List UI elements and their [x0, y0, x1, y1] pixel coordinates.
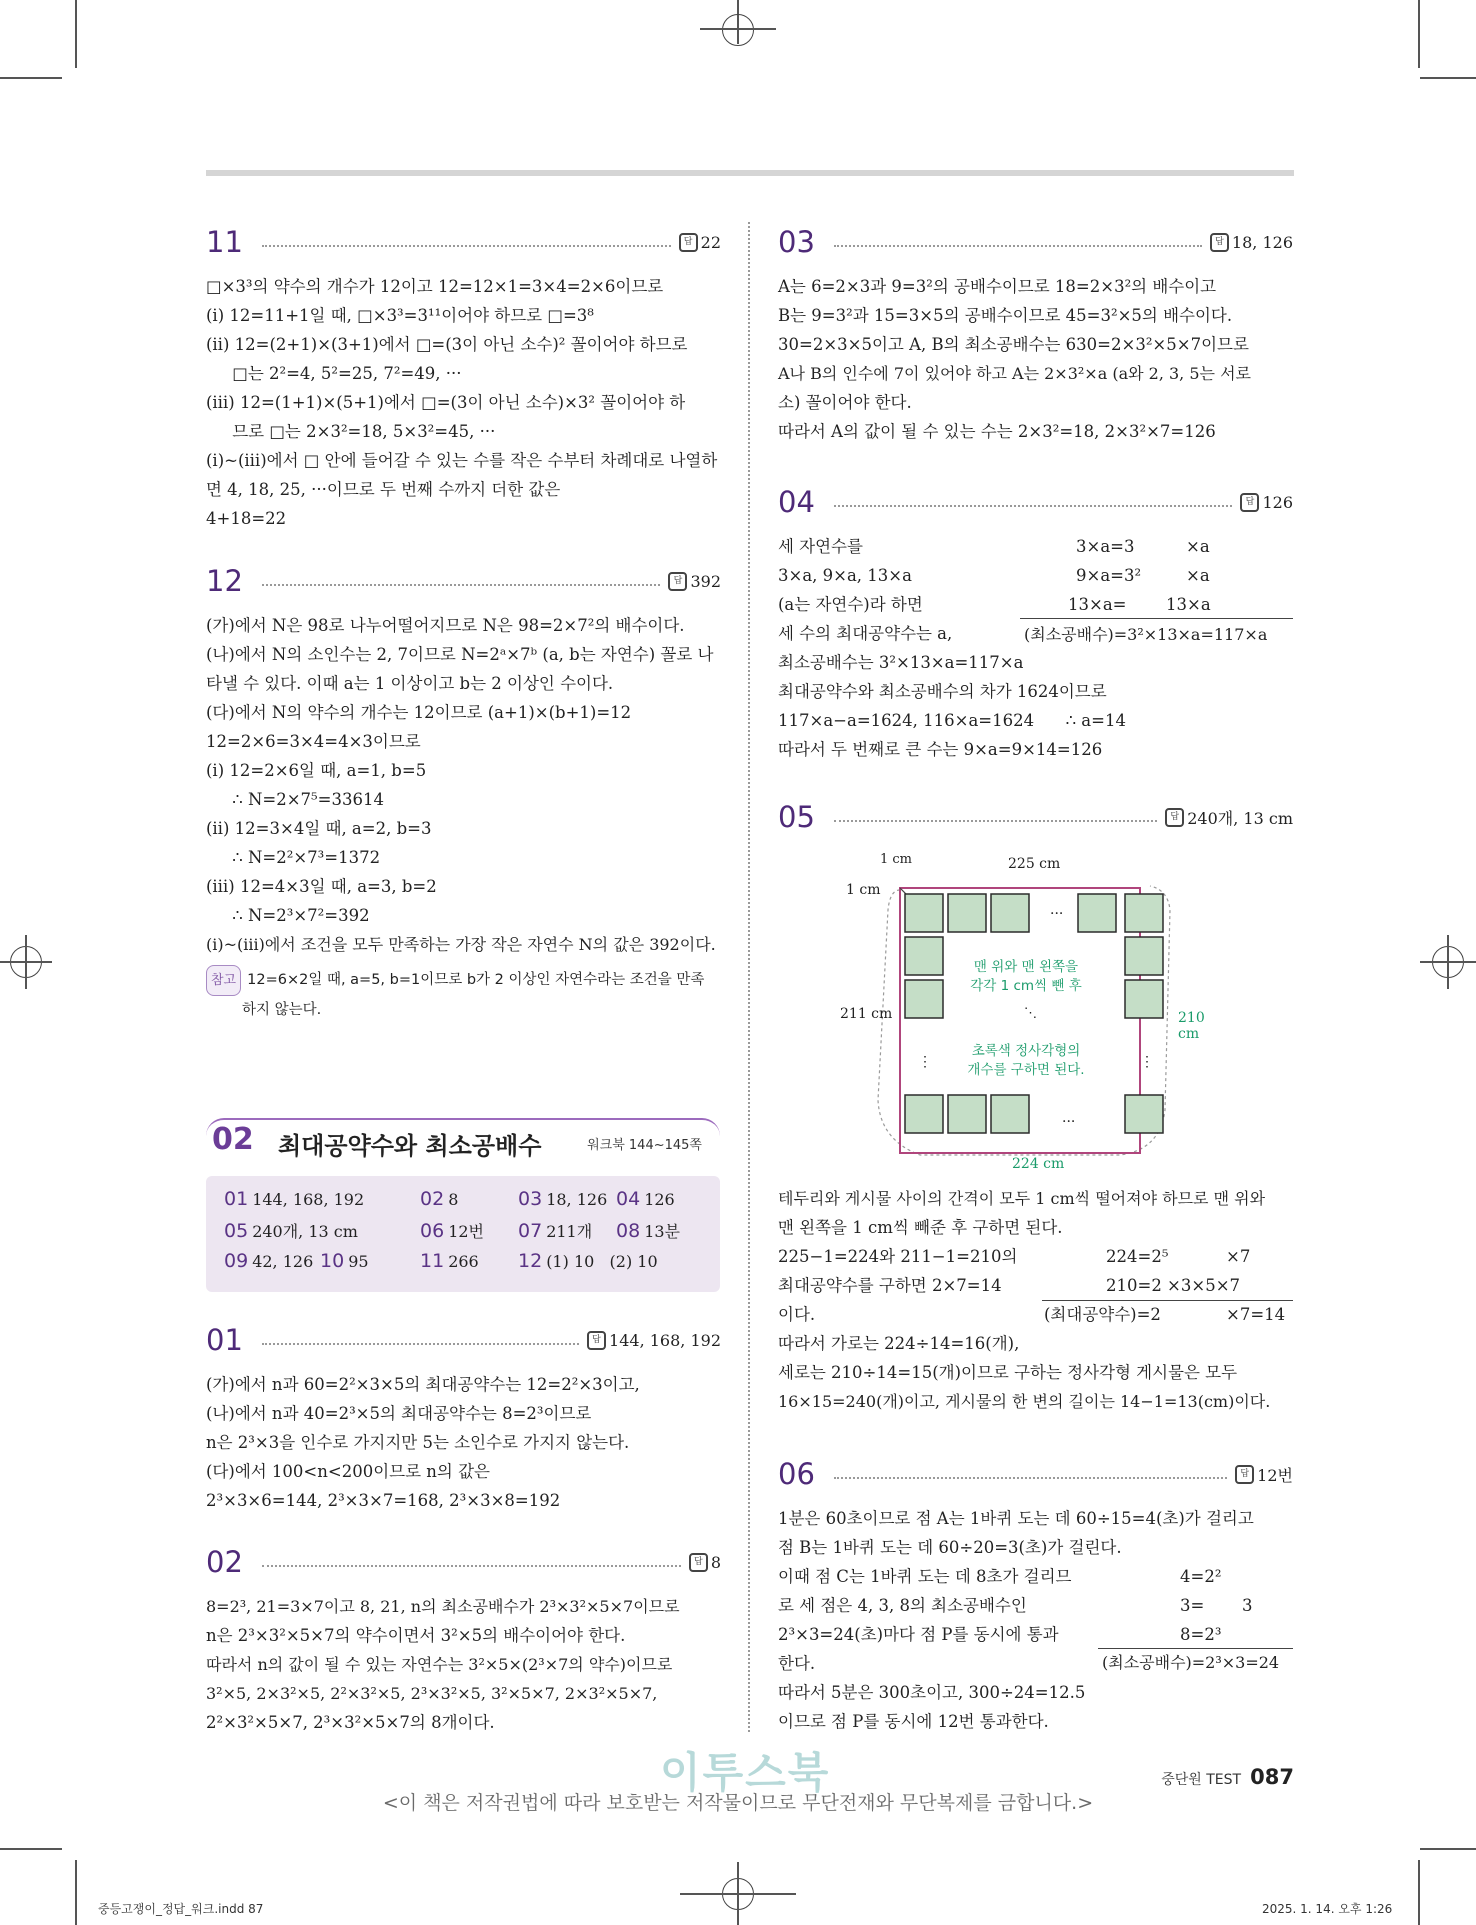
answer-text: 22 — [700, 232, 721, 252]
summary-item — [616, 1219, 680, 1242]
problem-06 — [778, 1452, 1293, 1742]
crop-mark — [1447, 935, 1449, 989]
leader-dots — [262, 1343, 579, 1345]
answer — [668, 572, 721, 591]
table-cell: 3= — [1180, 1596, 1205, 1615]
solution-line: 16×15=240(개)이고, 게시물의 한 변의 길이는 14−1=13(cm)이다. — [778, 1392, 1271, 1411]
problem-header — [778, 795, 1293, 839]
note-text: 12=6×2일 때, a=5, b=1이므로 b가 2 이상인 자연수라는 조건을 만족 — [247, 972, 705, 988]
page-number: 087 — [1250, 1765, 1294, 1789]
problem-header — [206, 220, 721, 264]
dim-label: 225 cm — [1008, 856, 1061, 872]
solution-line: 므로 □는 2×3²=18, 5×3²=45, ··· — [206, 422, 496, 441]
summary-num: 06 — [420, 1220, 445, 1242]
solution-line: 2³×3×6=144, 2³×3×7=168, 2³×3×8=192 — [206, 1491, 561, 1510]
solution-line: B는 9=3²과 15=3×5의 공배수이므로 45=3²×5의 배수이다. — [778, 306, 1233, 325]
summary-item — [518, 1219, 592, 1242]
summary-num: 08 — [616, 1220, 641, 1242]
green-square — [948, 894, 986, 932]
answer-text: 392 — [690, 571, 721, 591]
solution-line: (ⅲ) 12=4×3일 때, a=3, b=2 — [206, 877, 437, 896]
solution-line: 소) 꼴이어야 한다. — [778, 393, 912, 412]
problem-number: 04 — [778, 485, 815, 519]
crop-mark — [75, 1860, 77, 1925]
table-cell: ×a — [1186, 566, 1210, 585]
green-square — [991, 1095, 1029, 1133]
summary-val: 13분 — [644, 1222, 681, 1241]
summary-item — [320, 1250, 369, 1272]
solution-line: (가)에서 n과 60=2²×3×5의 최대공약수는 12=2²×3이고, — [206, 1375, 640, 1394]
table-cell: 3×a=3 — [1076, 537, 1135, 556]
dim-label: 1 cm — [880, 852, 913, 867]
solution-line: □×3³의 약수의 개수가 12이고 12=12×1=3×4=2×6이므로 — [206, 277, 664, 296]
problem-number: 11 — [206, 225, 243, 259]
vdots: ⋮ — [918, 1054, 932, 1070]
summary-val: 95 — [348, 1252, 369, 1271]
solution-line: 3×a, 9×a, 13×a — [778, 566, 912, 585]
answer-icon: 답 — [587, 1331, 606, 1350]
solution-line: (가)에서 N은 98로 나누어떨어지므로 N은 98=2×7²의 배수이다. — [206, 616, 685, 635]
green-square — [1125, 894, 1163, 932]
solution-line: (ⅱ) 12=(2+1)×(3+1)에서 □=(3이 아닌 소수)² 꼴이어야 하므로 — [206, 335, 688, 354]
summary-val: 8 — [448, 1190, 459, 1209]
crop-mark — [0, 1848, 62, 1850]
answer-summary-box — [206, 1176, 720, 1292]
problem-03 — [778, 220, 1293, 446]
solution-line: 30=2×3×5이고 A, B의 최소공배수는 630=2×3²×5×7이므로 — [778, 335, 1249, 354]
summary-num: 01 — [224, 1188, 249, 1210]
solution-line: (ⅰ)~(ⅲ)에서 조건을 모두 만족하는 가장 작은 자연수 N의 값은 392이다. — [206, 935, 716, 954]
solution-line: 4+18=22 — [206, 509, 287, 528]
solution-line: 점 B는 1바퀴 도는 데 60÷20=3(초)가 걸린다. — [778, 1538, 1122, 1557]
problem-number: 02 — [206, 1545, 243, 1579]
answer-text: 126 — [1262, 492, 1293, 512]
chapter-number: 02 — [212, 1122, 254, 1157]
copyright-notice: <이 책은 저작권법에 따라 보호받는 저작물이므로 무단전재와 무단복제를 금합니다.> — [382, 1792, 1094, 1814]
registration-mark — [722, 14, 754, 46]
solution-line: 면 4, 18, 25, ···이므로 두 번째 수까지 더한 값은 — [206, 480, 561, 499]
solution-line: 따라서 A의 값이 될 수 있는 수는 2×3²=18, 2×3²×7=126 — [778, 422, 1216, 441]
solution-body — [206, 1370, 721, 1515]
solution-line: □는 2²=4, 5²=25, 7²=49, ··· — [206, 364, 462, 383]
answer-icon: 답 — [1210, 233, 1229, 252]
problem-number: 01 — [206, 1323, 243, 1357]
summary-val: 18, 126 — [546, 1190, 608, 1209]
column-divider — [748, 222, 750, 1732]
solution-line: 세 수의 최대공약수는 a, — [778, 624, 953, 643]
summary-val: 42, 126 — [252, 1252, 314, 1271]
solution-line: 117×a−a=1624, 116×a=1624 ∴ a=14 — [778, 711, 1126, 730]
dots: ··· — [1062, 1114, 1076, 1130]
summary-num: 07 — [518, 1220, 543, 1242]
answer — [1165, 806, 1293, 829]
problem-header — [778, 480, 1293, 524]
header-rule — [206, 170, 1294, 176]
answer-text: 144, 168, 192 — [609, 1330, 721, 1350]
vdots: ⋮ — [1140, 1054, 1154, 1070]
solution-line: (a는 자연수)라 하면 — [778, 595, 923, 614]
problem-number: 12 — [206, 564, 243, 598]
solution-line: 세 자연수를 — [778, 537, 863, 556]
green-square — [1125, 980, 1163, 1018]
crop-mark — [680, 1893, 796, 1895]
solution-line: 최소공배수는 3²×13×a=117×a — [778, 653, 1024, 672]
answer-icon: 답 — [1235, 1465, 1254, 1484]
caption-line: 개수를 구하면 된다. — [967, 1062, 1085, 1078]
solution-line: 세로는 210÷14=15(개)이므로 구하는 정사각형 게시물은 모두 — [778, 1363, 1238, 1382]
problem-header — [206, 1540, 721, 1584]
figure-caption — [938, 1042, 1114, 1080]
summary-item — [420, 1219, 484, 1242]
green-square — [991, 894, 1029, 932]
crop-mark — [25, 935, 27, 989]
leader-dots — [262, 584, 660, 586]
solution-line: n은 2³×3²×5×7의 약수이면서 3²×5의 배수이어야 한다. — [206, 1626, 626, 1645]
watermark-logo: 이투스북 — [660, 1748, 831, 1797]
problem-number: 06 — [778, 1457, 815, 1491]
solution-line: (ⅲ) 12=(1+1)×(5+1)에서 □=(3이 아닌 소수)×3² 꼴이어야 하 — [206, 393, 686, 412]
crop-mark — [1418, 0, 1420, 68]
table-cell: 8=2³ — [1180, 1625, 1222, 1644]
solution-line: 로 세 점은 4, 3, 8의 최소공배수인 — [778, 1596, 1027, 1615]
summary-item — [224, 1250, 313, 1272]
green-square — [905, 1095, 943, 1133]
answer-icon: 답 — [689, 1553, 708, 1572]
solution-line: 이다. — [778, 1305, 816, 1324]
slug-file: 중등고쟁이_정답_워크.indd 87 — [98, 1902, 264, 1916]
crop-mark — [0, 77, 62, 79]
solution-line: 1분은 60초이므로 점 A는 1바퀴 도는 데 60÷15=4(초)가 걸리고 — [778, 1509, 1254, 1528]
summary-num: 11 — [420, 1250, 445, 1272]
answer-text: 12번 — [1257, 1465, 1293, 1485]
caption-line: 각각 1 cm씩 뺀 후 — [970, 978, 1082, 994]
solution-line: ∴ N=2²×7³=1372 — [206, 848, 381, 867]
note — [206, 965, 721, 996]
leader-dots — [262, 1565, 681, 1567]
summary-item — [224, 1188, 364, 1210]
summary-val: 144, 168, 192 — [252, 1190, 365, 1209]
answer-icon: 답 — [1240, 493, 1259, 512]
solution-line: A나 B의 인수에 7이 있어야 하고 A는 2×3²×a (a와 2, 3, 5는 서로 — [778, 364, 1251, 383]
page-footer — [1161, 1765, 1294, 1789]
summary-num: 03 — [518, 1188, 543, 1210]
solution-line: 맨 왼쪽을 1 cm씩 빼준 후 구하면 된다. — [778, 1218, 1063, 1237]
crop-mark — [1420, 1848, 1476, 1850]
green-square — [948, 1095, 986, 1133]
green-square — [1125, 937, 1163, 975]
left-column — [206, 220, 721, 1025]
green-square — [1125, 1095, 1163, 1133]
summary-val: 266 — [448, 1252, 479, 1271]
figure-caption — [938, 958, 1114, 996]
solution-line: 2³×3=24(초)마다 점 P를 동시에 통과 — [778, 1625, 1059, 1644]
center-dots: ⋱ — [1024, 1006, 1037, 1021]
leader-dots — [262, 245, 671, 247]
solution-line: 타낼 수 있다. 이때 a는 1 이상이고 b는 2 이상인 수이다. — [206, 674, 614, 693]
workbook-ref: 워크북 144~145쪽 — [587, 1138, 702, 1153]
answer — [1235, 1463, 1293, 1486]
solution-body — [778, 272, 1293, 446]
table-cell: 3 — [1242, 1596, 1253, 1615]
solution-line: (ⅰ) 12=11+1일 때, □×3³=3¹¹이어야 하므로 □=3⁸ — [206, 306, 594, 325]
problem-header — [206, 559, 721, 603]
answer — [587, 1331, 721, 1350]
problem-header — [778, 1452, 1293, 1496]
dots: ··· — [1050, 906, 1064, 922]
summary-item — [616, 1188, 675, 1210]
table-cell: (최소공배수)=3²×13×a=117×a — [1024, 625, 1268, 644]
table-cell: (최대공약수)=2 — [1044, 1305, 1161, 1324]
solution-line: (다)에서 100<n<200이므로 n의 값은 — [206, 1462, 490, 1481]
chapter-header — [206, 1118, 720, 1162]
dim-label: 211 cm — [840, 1006, 893, 1022]
problem-12 — [206, 559, 721, 1025]
solution-line: 따라서 5분은 300초이고, 300÷24=12.5 — [778, 1683, 1086, 1702]
problem-04 — [778, 480, 1293, 770]
crop-mark — [1418, 1860, 1420, 1925]
summary-val: 126 — [644, 1190, 675, 1209]
solution-line: 이때 점 C는 1바퀴 도는 데 8초가 걸리므 — [778, 1567, 1072, 1586]
solution-line: 3²×5, 2×3²×5, 2²×3²×5, 2³×3²×5, 3²×5×7, 2×3²×5×7, — [206, 1684, 658, 1703]
solution-line: 한다. — [778, 1654, 816, 1673]
solution-body — [206, 272, 721, 533]
solution-line: (ⅰ) 12=2×6일 때, a=1, b=5 — [206, 761, 427, 780]
solution-line: 테두리와 게시물 사이의 간격이 모두 1 cm씩 떨어져야 하므로 맨 위와 — [778, 1189, 1266, 1208]
solution-line: (나)에서 N의 소인수는 2, 7이므로 N=2ᵃ×7ᵇ (a, b는 자연수) 꼴로 나 — [206, 645, 714, 664]
table-cell: 9×a=3² — [1076, 566, 1142, 585]
bulletin-board-figure — [830, 850, 1230, 1180]
summary-num: 10 — [320, 1250, 345, 1272]
green-square — [1078, 894, 1116, 932]
caption-line: 맨 위와 맨 왼쪽을 — [973, 959, 1079, 975]
answer-text: 240개, 13 cm — [1187, 808, 1293, 828]
table-cell: 4=2² — [1180, 1567, 1222, 1586]
answer-icon: 답 — [1165, 808, 1184, 827]
solution-line: ∴ N=2³×7²=392 — [206, 906, 370, 925]
answer — [689, 1553, 721, 1572]
problem-01 — [206, 1318, 721, 1515]
summary-val: 211개 — [546, 1222, 593, 1241]
solution-line: A는 6=2×3과 9=3²의 공배수이므로 18=2×3²의 배수이고 — [778, 277, 1217, 296]
summary-num: 04 — [616, 1188, 641, 1210]
solution-line: (ⅰ)~(ⅲ)에서 □ 안에 들어갈 수 있는 수를 작은 수부터 차례대로 나열하 — [206, 451, 718, 470]
green-square — [905, 894, 943, 932]
problem-05-solution — [778, 1184, 1293, 1424]
leader-dots — [834, 245, 1202, 247]
solution-line: 따라서 가로는 224÷14=16(개), — [778, 1334, 1020, 1353]
dim-label: 224 cm — [1012, 1156, 1065, 1172]
solution-line: (나)에서 n과 40=2³×5의 최대공약수는 8=2³이므로 — [206, 1404, 592, 1423]
summary-item — [420, 1188, 458, 1210]
table-rule — [1020, 618, 1293, 619]
summary-val: 240개, 13 cm — [252, 1222, 358, 1241]
leader-dots — [834, 1477, 1227, 1479]
solution-line: 8=2³, 21=3×7이고 8, 21, n의 최소공배수가 2³×3²×5×7이므로 — [206, 1597, 680, 1616]
answer-text: 18, 126 — [1231, 232, 1293, 252]
answer-icon: 답 — [679, 233, 698, 252]
solution-line: 최대공약수를 구하면 2×7=14 — [778, 1276, 1002, 1295]
dim-label: 1 cm — [846, 882, 881, 898]
solution-body — [206, 1592, 721, 1737]
problem-02 — [206, 1540, 721, 1737]
solution-line: n은 2³×3을 인수로 가지지만 5는 소인수로 가지지 않는다. — [206, 1433, 630, 1452]
answer — [679, 233, 721, 252]
chapter-title: 최대공약수와 최소공배수 — [278, 1132, 542, 1160]
answer — [1210, 233, 1293, 252]
crop-mark — [1420, 77, 1476, 79]
summary-item — [420, 1250, 479, 1272]
answer-text: 8 — [710, 1552, 721, 1572]
summary-num: 05 — [224, 1220, 249, 1242]
table-cell: ×7=14 — [1226, 1305, 1286, 1324]
table-cell: ×a — [1186, 537, 1210, 556]
table-cell: 210=2 ×3×5×7 — [1106, 1276, 1241, 1295]
solution-line: (다)에서 N의 약수의 개수는 12이므로 (a+1)×(b+1)=12 — [206, 703, 632, 722]
problem-11 — [206, 220, 721, 533]
table-cell: 224=2⁵ — [1106, 1247, 1169, 1266]
solution-line: 2²×3²×5×7, 2³×3²×5×7의 8개이다. — [206, 1713, 495, 1732]
summary-num: 12 — [518, 1250, 543, 1272]
table-cell: ×7 — [1226, 1247, 1251, 1266]
summary-num: 02 — [420, 1188, 445, 1210]
summary-item — [518, 1188, 607, 1210]
leader-dots — [834, 505, 1232, 507]
solution-line: 이므로 점 P를 동시에 12번 통과한다. — [778, 1712, 1049, 1731]
table-cell: 13×a= — [1068, 595, 1127, 614]
problem-header — [206, 1318, 721, 1362]
note-badge: 참고 — [206, 965, 241, 996]
problem-number: 03 — [778, 225, 815, 259]
solution-line: 따라서 두 번째로 큰 수는 9×a=9×14=126 — [778, 740, 1103, 759]
solution-line: 최대공약수와 최소공배수의 차가 1624이므로 — [778, 682, 1107, 701]
leader-dots — [834, 820, 1157, 822]
table-cell: 13×a — [1166, 595, 1211, 614]
answer-icon: 답 — [668, 572, 687, 591]
answer — [1240, 493, 1293, 512]
solution-line: 따라서 n의 값이 될 수 있는 자연수는 3²×5×(2³×7의 약수)이므로 — [206, 1655, 673, 1674]
solution-line: (ⅱ) 12=3×4일 때, a=2, b=3 — [206, 819, 432, 838]
summary-item — [518, 1250, 658, 1272]
crop-mark — [75, 0, 77, 68]
solution-body — [206, 611, 721, 1025]
solution-line: 225−1=224와 211−1=210의 — [778, 1247, 1018, 1266]
note-text: 하지 않는다. — [242, 1002, 322, 1018]
table-cell: (최소공배수)=2³×3=24 — [1102, 1653, 1280, 1672]
problem-05 — [778, 795, 1293, 839]
summary-item — [224, 1219, 358, 1242]
slug-date: 2025. 1. 14. 오후 1:26 — [1262, 1902, 1393, 1916]
summary-val: 12번 — [448, 1222, 485, 1241]
problem-number: 05 — [778, 800, 815, 834]
problem-header — [778, 220, 1293, 264]
summary-num: 09 — [224, 1250, 249, 1272]
summary-val: (1) 10 (2) 10 — [546, 1252, 658, 1271]
dim-label: 210 cm — [1178, 1010, 1205, 1042]
crop-mark — [700, 28, 776, 30]
section-label: 중단원 TEST — [1161, 1772, 1242, 1788]
solution-line: 12=2×6=3×4=4×3이므로 — [206, 732, 421, 751]
solution-line: ∴ N=2×7⁵=33614 — [206, 790, 384, 809]
caption-line: 초록색 정사각형의 — [971, 1043, 1081, 1059]
